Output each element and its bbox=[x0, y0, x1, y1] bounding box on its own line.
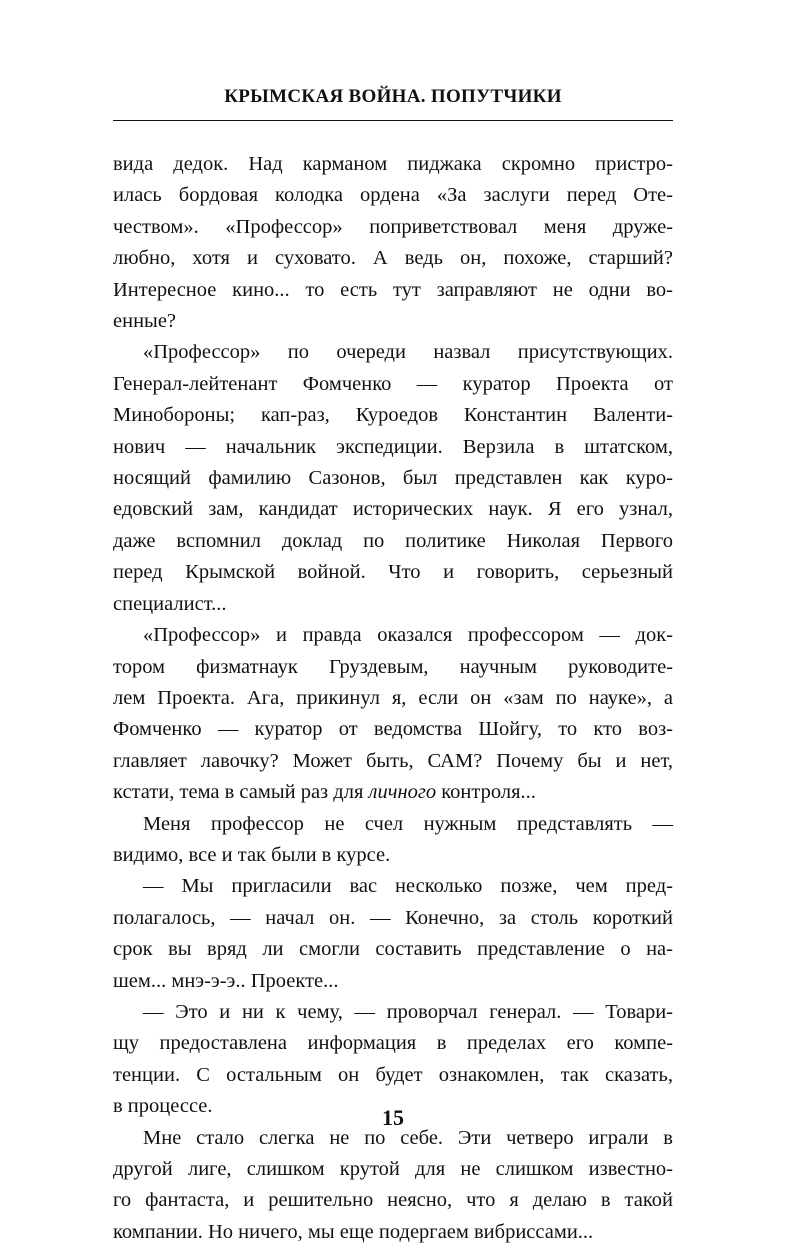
text-line bbox=[113, 714, 673, 745]
text-line-content: другой лиге, слишком крутой для не слишком известно- bbox=[113, 1158, 673, 1180]
text-line bbox=[113, 337, 673, 368]
text-line-tail: контроля... bbox=[436, 781, 536, 804]
text-line-content: «Профессор» по очереди назвал присутствующих. bbox=[143, 341, 673, 364]
text-line-content: — Мы пригласили вас несколько позже, чем пред- bbox=[143, 875, 673, 898]
text-line-content: перед Крымской войной. Что и говорить, серьезный bbox=[113, 561, 673, 584]
text-line bbox=[113, 652, 673, 683]
text-line bbox=[113, 212, 673, 243]
text-line-content: главляет лавочку? Может быть, САМ? Почему бы и нет, bbox=[113, 749, 673, 772]
text-line-content: специалист... bbox=[113, 592, 227, 615]
italic-word: личного bbox=[368, 781, 437, 804]
text-line-content: кстати, тема в самый раз для bbox=[113, 781, 369, 804]
text-line bbox=[113, 275, 673, 306]
text-line bbox=[113, 243, 673, 274]
text-line-content: Минобороны; кап-раз, Куроедов Константин Валенти- bbox=[113, 404, 673, 427]
page-number: 15 bbox=[382, 1105, 404, 1130]
text-line bbox=[113, 1154, 673, 1185]
text-line bbox=[113, 966, 673, 997]
text-line bbox=[113, 903, 673, 934]
text-line-content: Фомченко — куратор от ведомства Шойгу, то кто воз- bbox=[113, 718, 673, 741]
text-line bbox=[113, 746, 673, 777]
text-line-content: тором физматнаук Груздевым, научным руководите- bbox=[113, 655, 673, 678]
text-line bbox=[113, 871, 673, 902]
text-line bbox=[113, 683, 673, 714]
text-line-content: лем Проекта. Ага, прикинул я, если он «зам по науке», а bbox=[113, 686, 673, 709]
text-line-content: едовский зам, кандидат исторических наук. Я его узнал, bbox=[113, 498, 673, 521]
text-line-content: илась бордовая колодка ордена «За заслуги перед Оте- bbox=[113, 184, 673, 207]
text-line bbox=[113, 840, 673, 871]
text-line-content: тенции. С остальным он будет ознакомлен, так сказать, bbox=[113, 1063, 673, 1086]
text-line bbox=[113, 1060, 673, 1091]
text-line-content: нович — начальник экспедиции. Верзила в штатском, bbox=[113, 435, 673, 458]
body-text bbox=[113, 149, 673, 1248]
text-line bbox=[113, 369, 673, 400]
text-line-content: «Профессор» и правда оказался профессором — док- bbox=[143, 624, 673, 647]
text-line bbox=[113, 400, 673, 431]
text-line bbox=[113, 777, 673, 808]
text-line-content: видимо, все и так были в курсе. bbox=[113, 843, 391, 866]
text-line-content: вида дедок. Над карманом пиджака скромно пристро- bbox=[113, 153, 673, 175]
text-line-content: Генерал-лейтенант Фомченко — куратор Проекта от bbox=[113, 372, 673, 395]
header-rule bbox=[113, 120, 673, 121]
text-line bbox=[113, 997, 673, 1028]
text-line bbox=[113, 809, 673, 840]
text-line bbox=[113, 306, 673, 337]
text-line bbox=[113, 589, 673, 620]
text-line-content: компании. Но ничего, мы еще подергаем вибриссами... bbox=[113, 1220, 594, 1243]
text-line bbox=[113, 180, 673, 211]
text-line-content: щу предоставлена информация в пределах его компе- bbox=[113, 1032, 673, 1055]
text-line-content: полагалось, — начал он. — Конечно, за столь короткий bbox=[113, 906, 673, 929]
text-line bbox=[113, 557, 673, 588]
text-line bbox=[113, 149, 673, 180]
text-line-content: даже вспомнил доклад по политике Николая Первого bbox=[113, 529, 673, 552]
running-head: КРЫМСКАЯ ВОЙНА. ПОПУТЧИКИ bbox=[224, 86, 562, 107]
text-line-content: срок вы вряд ли смогли составить представление о на- bbox=[113, 938, 673, 961]
text-line bbox=[113, 1185, 673, 1216]
text-line bbox=[113, 463, 673, 494]
text-line-content: енные? bbox=[113, 310, 177, 333]
text-line-content: в процессе. bbox=[113, 1095, 213, 1118]
text-line-content: шем... мнэ-э-э.. Проекте... bbox=[113, 969, 339, 992]
text-line bbox=[113, 1217, 673, 1248]
text-line bbox=[113, 432, 673, 463]
text-line-content: любно, хотя и суховато. А ведь он, похоже, старший? bbox=[113, 247, 673, 270]
text-line bbox=[113, 1028, 673, 1059]
text-line-content: — Это и ни к чему, — проворчал генерал. — Товари- bbox=[143, 1000, 673, 1023]
text-line bbox=[113, 620, 673, 651]
text-line-content: Интересное кино... то есть тут заправляют не одни во- bbox=[113, 278, 673, 301]
text-line-content: носящий фамилию Сазонов, был представлен как куро- bbox=[113, 467, 673, 490]
text-line-content: Мне стало слегка не по себе. Эти четверо играли в bbox=[143, 1126, 673, 1149]
text-line-content: го фантаста, и решительно неясно, что я делаю в такой bbox=[113, 1189, 673, 1212]
text-line-content: Меня профессор не счел нужным представлять — bbox=[143, 812, 673, 835]
text-line-content: чеством». «Профессор» поприветствовал меня друже- bbox=[113, 215, 673, 238]
text-line bbox=[113, 526, 673, 557]
text-line bbox=[113, 494, 673, 525]
text-line bbox=[113, 934, 673, 965]
